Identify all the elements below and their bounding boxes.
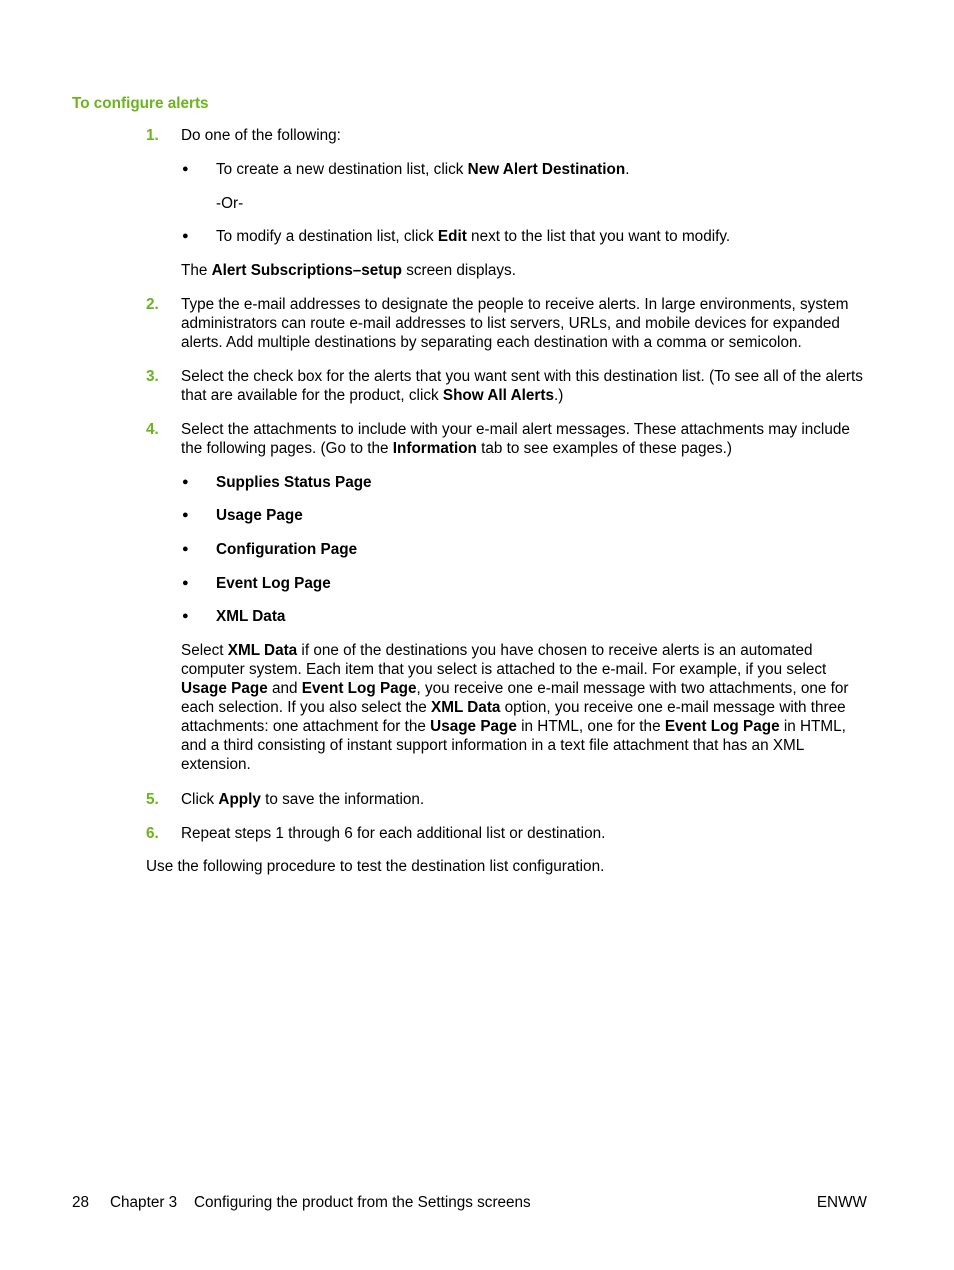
step-number: 3.: [146, 368, 159, 385]
bullet-icon: ●: [182, 230, 189, 242]
bullet-icon: ●: [182, 577, 189, 589]
bullet-text: To modify a destination list, click Edit next to the list that you want to modify.: [216, 228, 731, 245]
step-number: 2.: [146, 296, 159, 313]
bullet-text: To create a new destination list, click New Alert Destination.: [216, 161, 630, 178]
step-text: Repeat steps 1 through 6 for each additional list or destination.: [181, 825, 606, 842]
section-heading: To configure alerts: [72, 95, 209, 112]
result-text: The Alert Subscriptions–setup screen displays.: [181, 262, 516, 279]
step-number: 6.: [146, 825, 159, 842]
bullet-text: XML Data: [216, 608, 286, 625]
footer-chapter-title: Configuring the product from the Settings screens: [194, 1194, 531, 1211]
bullet-text: Supplies Status Page: [216, 474, 372, 491]
closing-text: Use the following procedure to test the destination list configuration.: [146, 858, 605, 875]
bullet-icon: ●: [182, 610, 189, 622]
bullet-icon: ●: [182, 509, 189, 521]
step-text: Select the attachments to include with your e-mail alert messages. These attachments may include the following pages. (Go to the Information tab to see examples of these pages.): [181, 421, 850, 457]
step-text: Click Apply to save the information.: [181, 791, 425, 808]
step-text: Type the e-mail addresses to designate the people to receive alerts. In large environments, system administrators can route e-mail addresses to list servers, URLs, and mobile devices for expanded alerts. Add multiple destinations by separating each destination with a comma or semicolon.: [181, 296, 849, 351]
bullet-text: Event Log Page: [216, 575, 331, 592]
step-number: 4.: [146, 421, 159, 438]
step-text: Select the check box for the alerts that you want sent with this destination list. (To see all of the alerts that are available for the product, click Show All Alerts.): [181, 368, 863, 404]
or-text: -Or-: [216, 195, 244, 212]
step-number: 5.: [146, 791, 159, 808]
bullet-text: Configuration Page: [216, 541, 358, 558]
step-text: Do one of the following:: [181, 127, 341, 144]
bullet-icon: ●: [182, 163, 189, 175]
step-number: 1.: [146, 127, 159, 144]
page-number: 28: [72, 1194, 90, 1211]
footer-enww: ENWW: [816, 1194, 867, 1211]
footer-chapter: Chapter 3: [110, 1194, 178, 1211]
bullet-icon: ●: [182, 543, 189, 555]
bullet-icon: ●: [182, 476, 189, 488]
xml-data-note: Select XML Data if one of the destinations you have chosen to receive alerts is an automated computer system. Each item that you select is attached to the e-mail. For example, if you select Usage Page and Event Log Page, you receive one e-mail message with two attachments, one for each selection. If you also select the XML Data option, you receive one e-mail message with three attachments: one attachment for the Usage Page in HTML, one for the Event Log Page in HTML, and a third consisting of instant support information in a text file attachment that has an XML extension.: [181, 642, 849, 773]
bullet-text: Usage Page: [216, 507, 303, 524]
